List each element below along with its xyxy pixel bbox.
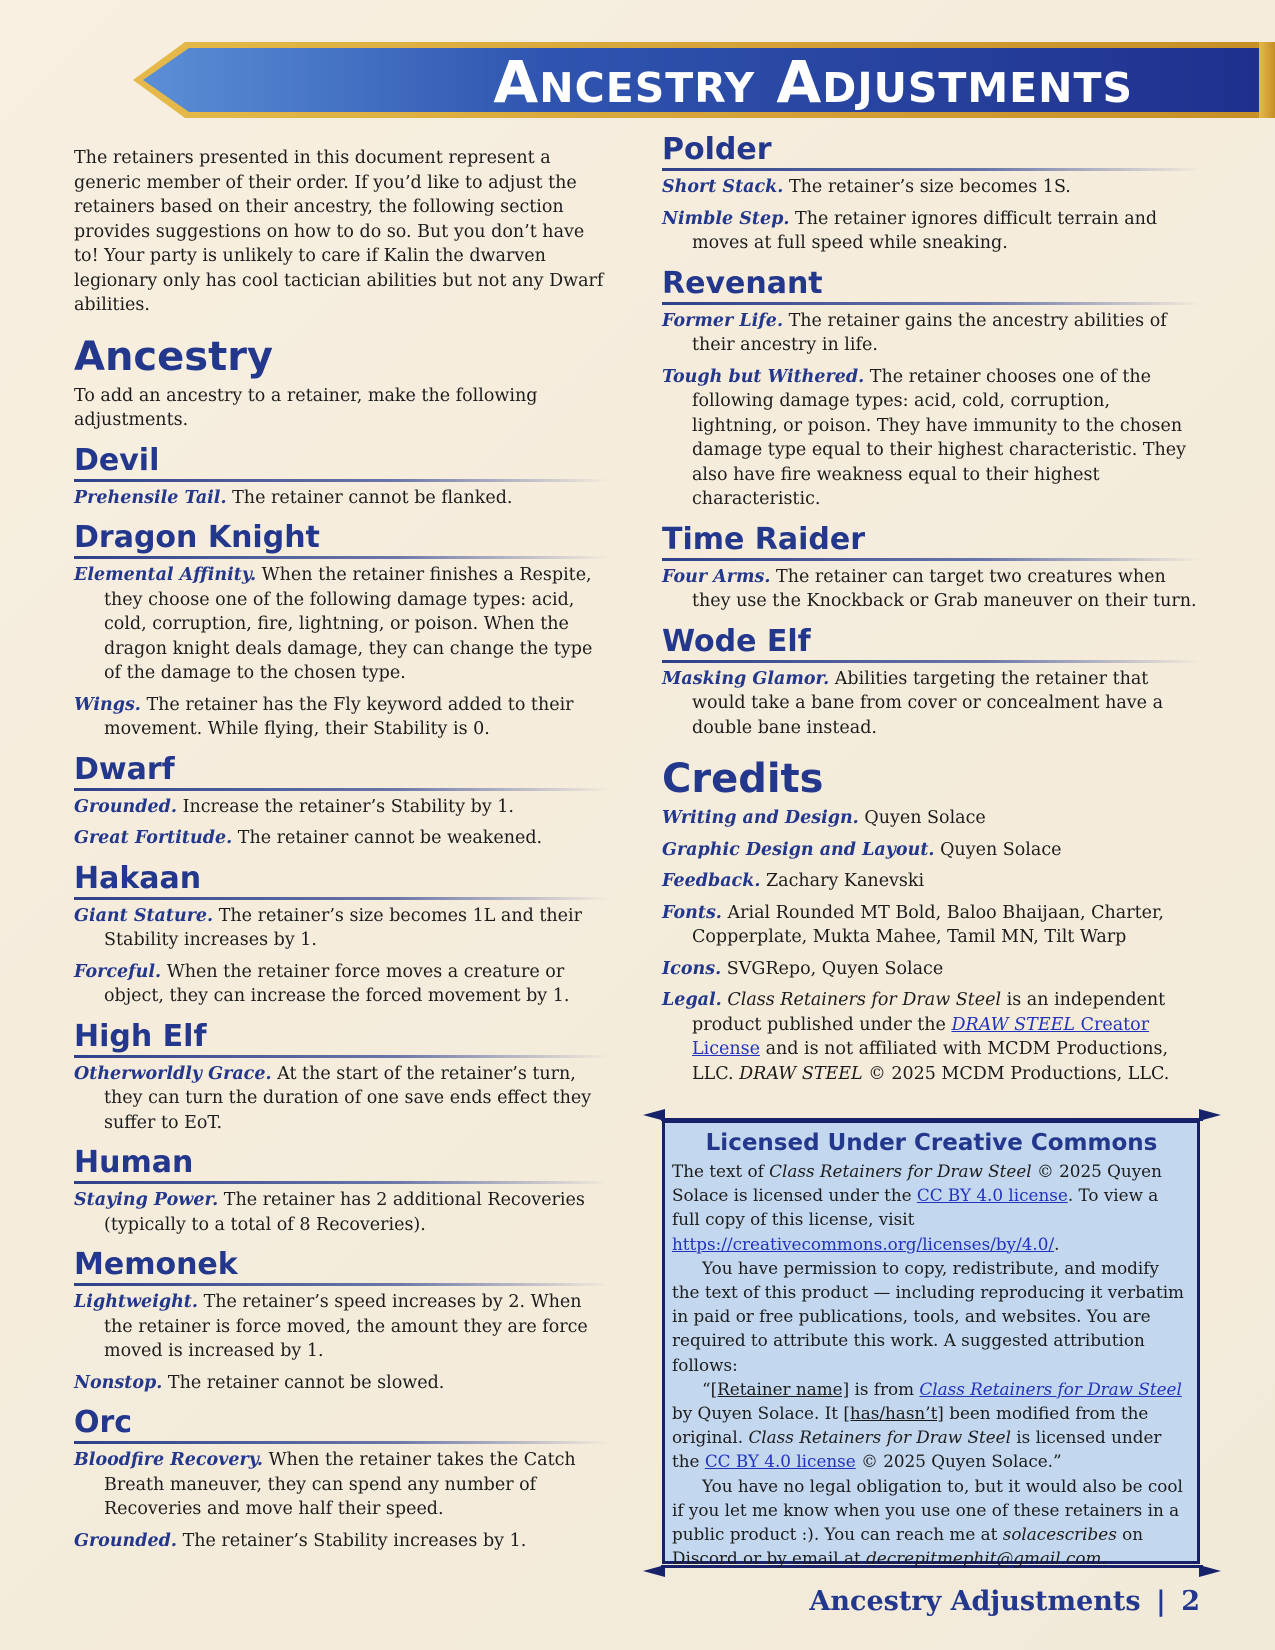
title-banner bbox=[133, 42, 1275, 118]
credits-heading: Credits bbox=[662, 756, 824, 802]
dwarf-entry-1: Grounded. Increase the retainer’s Stability by 1. bbox=[74, 796, 514, 817]
cc-license-link-2[interactable]: CC BY 4.0 license bbox=[704, 1451, 856, 1472]
dwarf-entry-2: Great Fortitude. The retainer cannot be weakened. bbox=[74, 828, 543, 848]
memonek-heading: Memonek bbox=[74, 1247, 238, 1282]
credit-icons: Icons. SVGRepo, Quyen Solace bbox=[662, 958, 944, 979]
revenant-entry-1: Former Life. The retainer gains the ancestry abilities of their ancestry in life. bbox=[662, 310, 1167, 355]
human-entry: Staying Power. The retainer has 2 additional Recoveries (typically to a total of 8 Recoveries). bbox=[74, 1190, 585, 1235]
revenant-entry-2: Tough but Withered. The retainer chooses one of the following damage types: acid, cold, corruption, lightning, or poison. They have immunity to the chosen damage type equal to their highest characteristic. They also have fire weakness equal to their highest characteristic. bbox=[662, 366, 1187, 509]
orc-entry-1: Bloodfire Recovery. When the retainer takes the Catch Breath maneuver, they can spend any number of Recoveries and move half their speed. bbox=[74, 1450, 576, 1519]
product-link[interactable]: Class Retainers for Draw Steel bbox=[919, 1378, 1182, 1399]
license-box bbox=[662, 1120, 1200, 1569]
credit-fonts: Fonts. Arial Rounded MT Bold, Baloo Bhaijaan, Charter, Copperplate, Mukta Mahee, Tamil MN, Tilt Warp bbox=[662, 902, 1164, 947]
license-paragraph-2: You have permission to copy, redistribute, and modify the text of this product — including reproducing it verbatim in paid or free publications, tools, and websites. You are required to attribute this work. A suggested attribution follows: bbox=[672, 1257, 1184, 1375]
hakaan-heading: Hakaan bbox=[74, 860, 202, 896]
time-raider-entry: Four Arms. The retainer can target two creatures when they use the Knockback or Grab maneuver on their turn. bbox=[662, 566, 1197, 611]
human-heading: Human bbox=[74, 1145, 194, 1180]
page-title: Ancestry Adjustments bbox=[493, 48, 1133, 116]
license-paragraph-4: You have no legal obligation to, but it would also be cool if you let me know when you use one of these retainers in a public product :). You can reach me at solacescribes on Discord or by email at decrepitmephit@gmail.com. bbox=[672, 1475, 1183, 1569]
credit-graphic: Graphic Design and Layout. Quyen Solace bbox=[662, 839, 1062, 860]
left-column bbox=[74, 146, 609, 1560]
right-column bbox=[662, 134, 1200, 1093]
revenant-heading: Revenant bbox=[662, 265, 823, 301]
credit-feedback: Feedback. Zachary Kanevski bbox=[662, 871, 925, 891]
license-paragraph-1: The text of Class Retainers for Draw Steel © 2025 Quyen Solace is licensed under the CC BY 4.0 license. To view a full copy of this license, visit https://creativecommons.org/licenses/by/4.0/. bbox=[672, 1161, 1162, 1254]
page-footer bbox=[809, 1585, 1200, 1619]
devil-heading: Devil bbox=[74, 442, 160, 478]
high-elf-entry: Otherworldly Grace. At the start of the retainer’s turn, they can turn the duration of one save ends effect they suffer to EoT. bbox=[74, 1063, 592, 1133]
polder-heading: Polder bbox=[662, 132, 772, 167]
wode-elf-heading: Wode Elf bbox=[662, 623, 811, 659]
orc-heading: Orc bbox=[74, 1405, 133, 1440]
hakaan-entry-2: Forceful. When the retainer force moves a creature or object, they can increase the forced movement by 1. bbox=[74, 961, 570, 1006]
credit-legal: Legal. Class Retainers for Draw Steel is an independent product published under the DRAW STEEL Creator License and is not affiliated with MCDM Productions, LLC. DRAW STEEL © 2025 MCDM Productions, LLC. bbox=[662, 990, 1170, 1084]
hakaan-entry-1: Giant Stature. The retainer’s size becomes 1L and their Stability increases by 1. bbox=[74, 905, 582, 950]
cc-license-link[interactable]: CC BY 4.0 license bbox=[916, 1185, 1068, 1206]
footer-section-title: Ancestry Adjustments bbox=[809, 1586, 1141, 1617]
dragon-knight-entry-1: Elemental Affinity. When the retainer finishes a Respite, they choose one of the following damage types: acid, cold, corruption, fire, lightning, or poison. When the dragon knight deals damage, they can change the type of the damage to the chosen type. bbox=[74, 565, 593, 683]
dragon-knight-entry-2: Wings. The retainer has the Fly keyword added to their movement. While flying, their Stability is 0. bbox=[74, 694, 574, 739]
license-heading: Licensed Under Creative Commons bbox=[705, 1130, 1158, 1156]
creator-license-link[interactable]: DRAW STEEL Creator License bbox=[692, 1014, 1150, 1059]
time-raider-heading: Time Raider bbox=[662, 521, 866, 557]
ancestry-heading: Ancestry bbox=[74, 333, 274, 380]
memonek-entry-1: Lightweight. The retainer’s speed increases by 2. When the retainer is force moved, the amount they are force moved is increased by 1. bbox=[74, 1292, 588, 1361]
ancestry-intro: To add an ancestry to a retainer, make the following adjustments. bbox=[74, 385, 538, 430]
dragon-knight-heading: Dragon Knight bbox=[74, 520, 320, 555]
orc-entry-2: Grounded. The retainer’s Stability increases by 1. bbox=[74, 1530, 527, 1551]
polder-entry-1: Short Stack. The retainer’s size becomes 1S. bbox=[662, 177, 1071, 197]
cc-url-link[interactable]: https://creativecommons.org/licenses/by/4.0/ bbox=[672, 1233, 1055, 1254]
devil-entry: Prehensile Tail. The retainer cannot be flanked. bbox=[74, 487, 513, 508]
footer-separator: | bbox=[1155, 1586, 1166, 1617]
polder-entry-2: Nimble Step. The retainer ignores difficult terrain and moves at full speed while sneaking. bbox=[662, 208, 1158, 253]
wode-elf-entry: Masking Glamor. Abilities targeting the retainer that would take a bane from cover or concealment have a double bane instead. bbox=[662, 668, 1164, 738]
dwarf-heading: Dwarf bbox=[74, 751, 175, 787]
credit-writing: Writing and Design. Quyen Solace bbox=[662, 808, 986, 828]
license-paragraph-3: “[Retainer name] is from Class Retainers for Draw Steel by Quyen Solace. It [has/hasn’t] been modified from the original. Class Retainers for Draw Steel is licensed under the CC BY 4.0 license © 2025 Quyen Solace.” bbox=[672, 1378, 1182, 1472]
page-number: 2 bbox=[1181, 1586, 1200, 1617]
memonek-entry-2: Nonstop. The retainer cannot be slowed. bbox=[74, 1372, 445, 1393]
high-elf-heading: High Elf bbox=[74, 1018, 207, 1054]
intro-paragraph: The retainers presented in this document represent a generic member of their order. If you’d like to adjust the retainers based on their ancestry, the following section provides suggestions on how to do so. But you don’t have to! Your party is unlikely to care if Kalin the dwarven legionary only has cool tactician abilities but not any Dwarf abilities. bbox=[74, 148, 604, 315]
